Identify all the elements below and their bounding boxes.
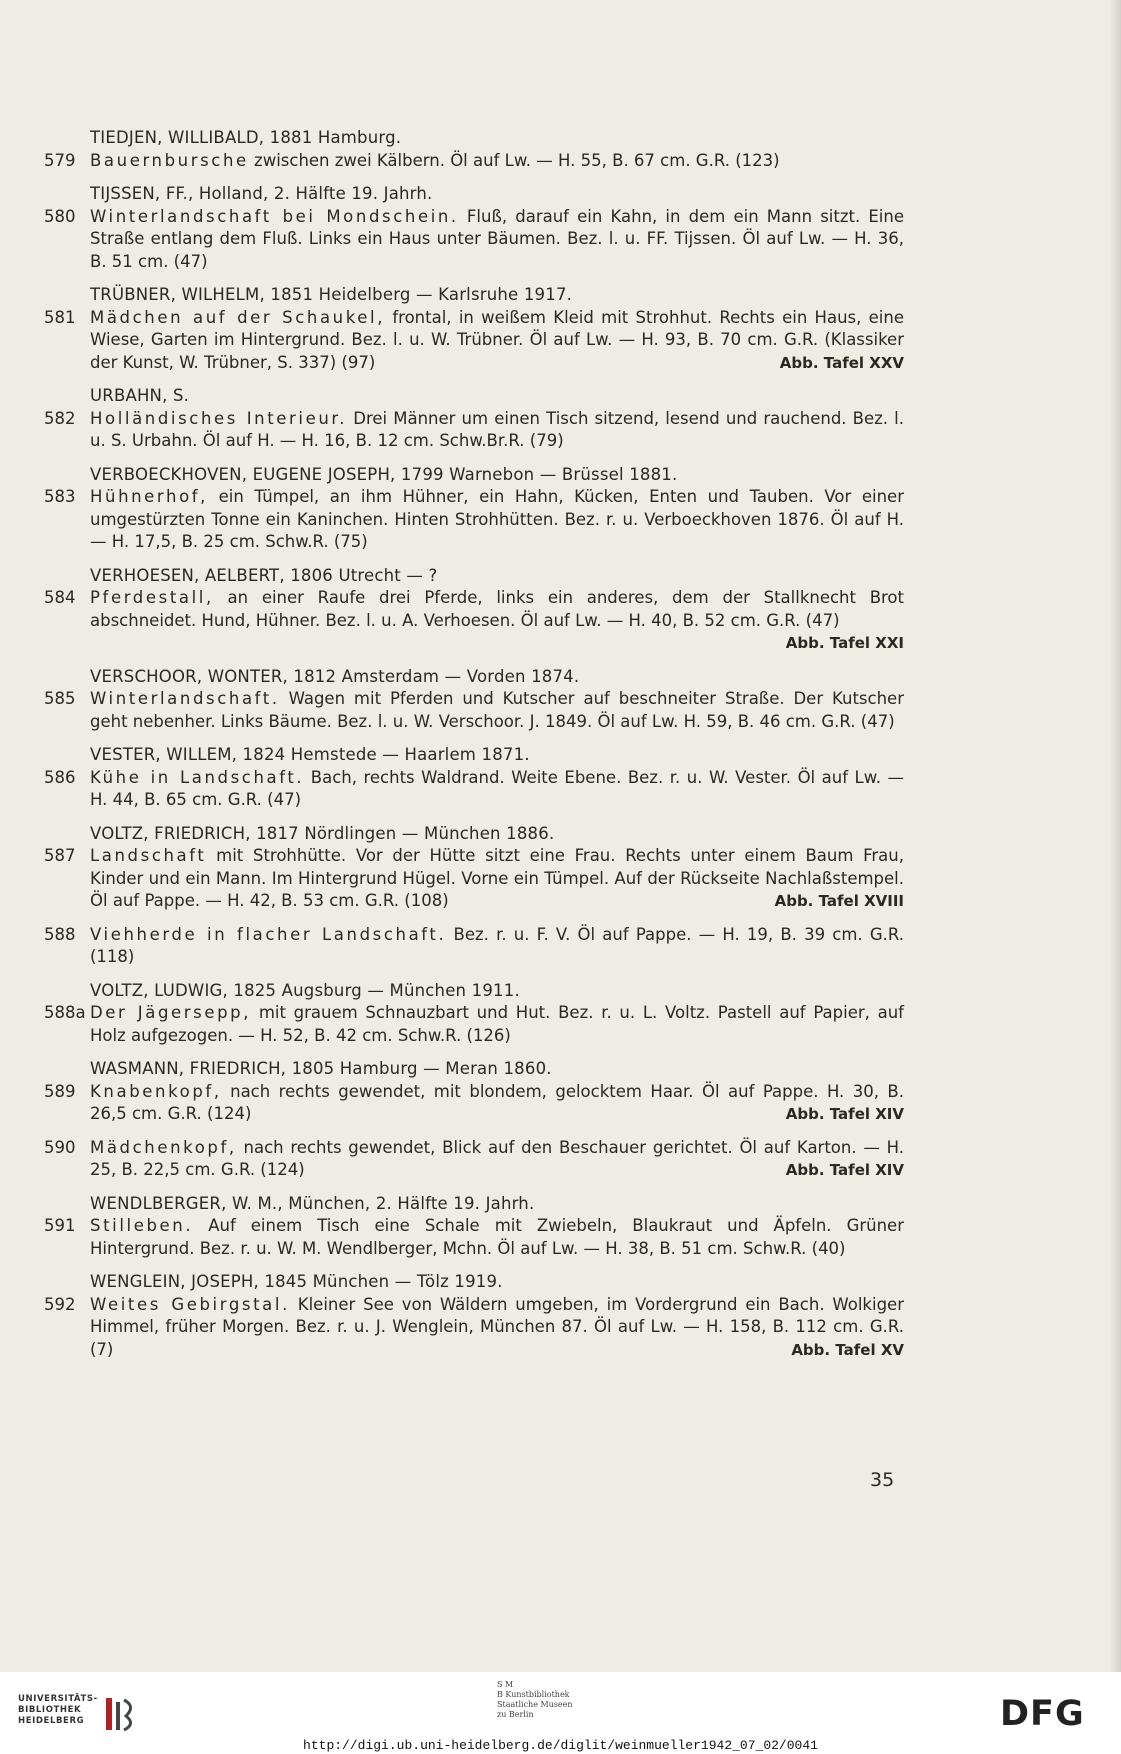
lot-text: an einer Raufe drei Pferde, links ein anderes, dem der Stallknecht Brot abschneidet. Hund, Hühner. Bez. l. u. A. Verhoesen. Öl auf Lw. — H. 40, B. 52 cm. G.R. (47): [90, 588, 904, 630]
lot-description: [90, 587, 904, 655]
lot-entry: [44, 1002, 904, 1047]
lot-number: 589: [44, 1081, 76, 1101]
lot-description: [90, 1081, 904, 1126]
lot-description: [90, 307, 904, 375]
dfg-logo[interactable]: DFG: [1000, 1694, 1085, 1734]
artist-heading: VESTER, WILLEM, 1824 Hemstede — Haarlem 1871.: [90, 745, 530, 764]
lot-description: [90, 688, 904, 733]
lot-number: 579: [44, 150, 76, 170]
artist-heading: VOLTZ, LUDWIG, 1825 Augsburg — München 1911.: [90, 980, 520, 1000]
lot-number: 583: [44, 487, 76, 506]
lot-number: 588a: [44, 1003, 86, 1022]
heidelberg-seal-icon: [104, 1694, 138, 1734]
lot-entry: [44, 206, 904, 274]
lot-description: [90, 150, 904, 173]
lot-number: 592: [44, 1294, 76, 1314]
lot-title: Winterlandschaft bei Mondschein.: [90, 206, 459, 226]
lot-title: Hühnerhof,: [90, 487, 209, 506]
lot-entry: [44, 1215, 904, 1260]
plate-reference: Abb. Tafel XIV: [785, 1161, 904, 1179]
lot-text: Fluß, darauf ein Kahn, in dem ein Mann sitzt. Eine Straße entlang dem Fluß. Links ein Haus unter Bäumen. Bez. l. u. FF. Tijssen. Öl auf Lw. — H. 36, B. 51 cm. (47): [90, 206, 904, 271]
lot-text: nach rechts gewendet, Blick auf den Beschauer gerichtet. Öl auf Karton. — H. 25, B. 22,5 cm. G.R. (124): [90, 1137, 904, 1179]
lot-title: Pferdestall,: [90, 588, 214, 607]
kunstbibliothek-logo[interactable]: [497, 1680, 573, 1720]
heidelberg-library-text: [18, 1694, 98, 1727]
lot-description: [90, 408, 904, 453]
artist-heading: VERHOESEN, AELBERT, 1806 Utrecht — ?: [90, 565, 438, 585]
lot-text: Bach, rechts Waldrand. Weite Ebene. Bez. r. u. W. Vester. Öl auf Lw. — H. 44, B. 65 cm. G.R. (47): [90, 767, 904, 809]
lot-title: Knabenkopf,: [90, 1081, 222, 1101]
lot-description: [90, 845, 904, 913]
kb-line-3: Staatliche Museen: [497, 1700, 573, 1709]
footer-bar: [0, 1672, 1121, 1754]
artist-heading: WENDLBERGER, W. M., München, 2. Hälfte 19. Jahrh.: [90, 1193, 535, 1213]
lot-number: 580: [44, 206, 76, 226]
lot-number: 584: [44, 588, 76, 607]
lot-description: [90, 767, 904, 812]
lot-text: mit Strohhütte. Vor der Hütte sitzt eine Frau. Rechts unter einem Baum Frau, Kinder und ein Mann. Im Hintergrund Hügel. Vorne ein Tümpel. Auf der Rückseite Nachlaßstempel. Öl auf Pappe. — H. 42, B. 53 cm. G.R. (108): [90, 846, 904, 910]
lot-entry: [44, 307, 904, 375]
artist-heading: WASMANN, FRIEDRICH, 1805 Hamburg — Meran 1860.: [90, 1059, 552, 1078]
lot-title: Der Jägersepp,: [90, 1003, 252, 1022]
lot-title: Kühe in Landschaft.: [90, 767, 305, 787]
lot-text: Kleiner See von Wäldern umgeben, im Vordergrund ein Bach. Wolkiger Himmel, früher Morgen. Bez. r. u. J. Wenglein, München 87. Öl auf Lw. — H. 158, B. 112 cm. G.R. (7): [90, 1294, 904, 1359]
artist-heading: TIEDJEN, WILLIBALD, 1881 Hamburg.: [90, 128, 402, 147]
lot-title: Weites Gebirgstal.: [90, 1294, 290, 1314]
lot-entry: [44, 845, 904, 913]
plate-reference: Abb. Tafel XV: [791, 1340, 904, 1359]
lot-text: Drei Männer um einen Tisch sitzend, lesend und rauchend. Bez. l. u. S. Urbahn. Öl auf H. — H. 16, B. 12 cm. Schw.Br.R. (79): [90, 408, 904, 450]
page-number: 35: [870, 1469, 895, 1491]
artist-heading: WENGLEIN, JOSEPH, 1845 München — Tölz 1919.: [90, 1272, 503, 1291]
lot-number: 587: [44, 846, 76, 865]
plate-reference: Abb. Tafel XXI: [785, 634, 904, 652]
lot-title: Bauernbursche: [90, 150, 249, 170]
catalog-entries: [44, 127, 904, 1361]
lot-title: Landschaft: [90, 846, 207, 865]
lot-description: [90, 1002, 904, 1047]
lot-number: 590: [44, 1137, 76, 1157]
lot-text: frontal, in weißem Kleid mit Strohhut. Rechts ein Haus, eine Wiese, Garten im Hintergrund. Bez. l. u. W. Trübner. Öl auf Lw. — H. 93, B. 70 cm. G.R. (Klassiker der Kunst, W. Trübner, S. 337) (97): [90, 307, 904, 372]
lot-title: Stilleben.: [90, 1216, 194, 1235]
lot-title: Mädchen auf der Schaukel,: [90, 307, 386, 327]
lot-entry: [44, 150, 904, 173]
lot-description: [90, 1294, 904, 1362]
plate-reference: Abb. Tafel XXV: [779, 353, 904, 372]
kb-line-1: S M: [497, 1680, 514, 1689]
uni-line-3: HEIDELBERG: [18, 1716, 85, 1726]
kb-line-4: zu Berlin: [497, 1710, 534, 1719]
lot-title: Viehherde in flacher Landschaft.: [90, 924, 447, 944]
lot-text: nach rechts gewendet, mit blondem, gelocktem Haar. Öl auf Pappe. H. 30, B. 26,5 cm. G.R. (124): [90, 1081, 904, 1123]
permalink-url[interactable]: http://digi.ub.uni-heidelberg.de/diglit/weinmueller1942_07_02/0041: [303, 1738, 818, 1753]
lot-description: [90, 1137, 904, 1182]
artist-heading: TIJSSEN, FF., Holland, 2. Hälfte 19. Jahrh.: [90, 184, 433, 203]
uni-line-2: BIBLIOTHEK: [18, 1705, 82, 1715]
lot-text: Bez. r. u. F. V. Öl auf Pappe. — H. 19, B. 39 cm. G.R. (118): [90, 924, 905, 966]
lot-entry: [44, 486, 904, 554]
artist-heading: VERSCHOOR, WONTER, 1812 Amsterdam — Vorden 1874.: [90, 666, 580, 686]
artist-heading: URBAHN, S.: [90, 386, 190, 405]
lot-entry: [44, 1137, 904, 1182]
lot-description: [90, 1215, 904, 1260]
plate-reference: Abb. Tafel XIV: [785, 1105, 904, 1123]
lot-text: Wagen mit Pferden und Kutscher auf beschneiter Straße. Der Kutscher geht nebenher. Links Bäume. Bez. l. u. W. Verschoor. J. 1849. Öl auf Lw. H. 59, B. 46 cm. G.R. (47): [90, 689, 904, 731]
lot-number: 585: [44, 689, 76, 708]
lot-title: Winterlandschaft.: [90, 689, 280, 708]
lot-number: 586: [44, 767, 76, 787]
heidelberg-library-logo[interactable]: [18, 1694, 138, 1734]
artist-heading: VOLTZ, FRIEDRICH, 1817 Nördlingen — München 1886.: [90, 823, 555, 843]
lot-description: [90, 206, 904, 274]
lot-number: 588: [44, 924, 76, 944]
lot-entry: [44, 767, 904, 812]
lot-entry: [44, 1081, 904, 1126]
lot-text: ein Tümpel, an ihm Hühner, ein Hahn, Kücken, Enten und Tauben. Vor einer umgestürzten Tonne ein Kaninchen. Hinten Strohhütten. Bez. r. u. Verboeckhoven 1876. Öl auf H. — H. 17,5, B. 25 cm. Schw.R. (75): [90, 487, 904, 551]
uni-line-1: UNIVERSITÄTS-: [18, 1694, 98, 1704]
lot-entry: [44, 924, 904, 969]
lot-number: 581: [44, 307, 76, 327]
lot-text: Auf einem Tisch eine Schale mit Zwiebeln, Blaukraut und Äpfeln. Grüner Hintergrund. Bez. r. u. W. M. Wendlberger, Mchn. Öl auf Lw. — H. 38, B. 51 cm. Schw.R. (40): [90, 1216, 904, 1258]
plate-reference: Abb. Tafel XVIII: [774, 892, 904, 910]
kb-line-2: B Kunstbibliothek: [497, 1690, 570, 1699]
artist-heading: TRÜBNER, WILHELM, 1851 Heidelberg — Karlsruhe 1917.: [90, 285, 573, 304]
lot-description: [90, 486, 904, 554]
lot-number: 591: [44, 1216, 76, 1235]
lot-number: 582: [44, 408, 76, 428]
lot-text: zwischen zwei Kälbern. Öl auf Lw. — H. 55, B. 67 cm. G.R. (123): [248, 150, 780, 170]
lot-entry: [44, 1294, 904, 1362]
lot-title: Mädchenkopf,: [90, 1137, 237, 1157]
lot-entry: [44, 587, 904, 655]
lot-description: [90, 924, 904, 969]
lot-text: mit grauem Schnauzbart und Hut. Bez. r. u. L. Voltz. Pastell auf Papier, auf Holz aufgezogen. — H. 52, B. 42 cm. Schw.R. (126): [90, 1003, 904, 1045]
artist-heading: VERBOECKHOVEN, EUGENE JOSEPH, 1799 Warnebon — Brüssel 1881.: [90, 464, 678, 484]
lot-title: Holländisches Interieur.: [90, 408, 348, 428]
lot-entry: [44, 408, 904, 453]
lot-entry: [44, 688, 904, 733]
